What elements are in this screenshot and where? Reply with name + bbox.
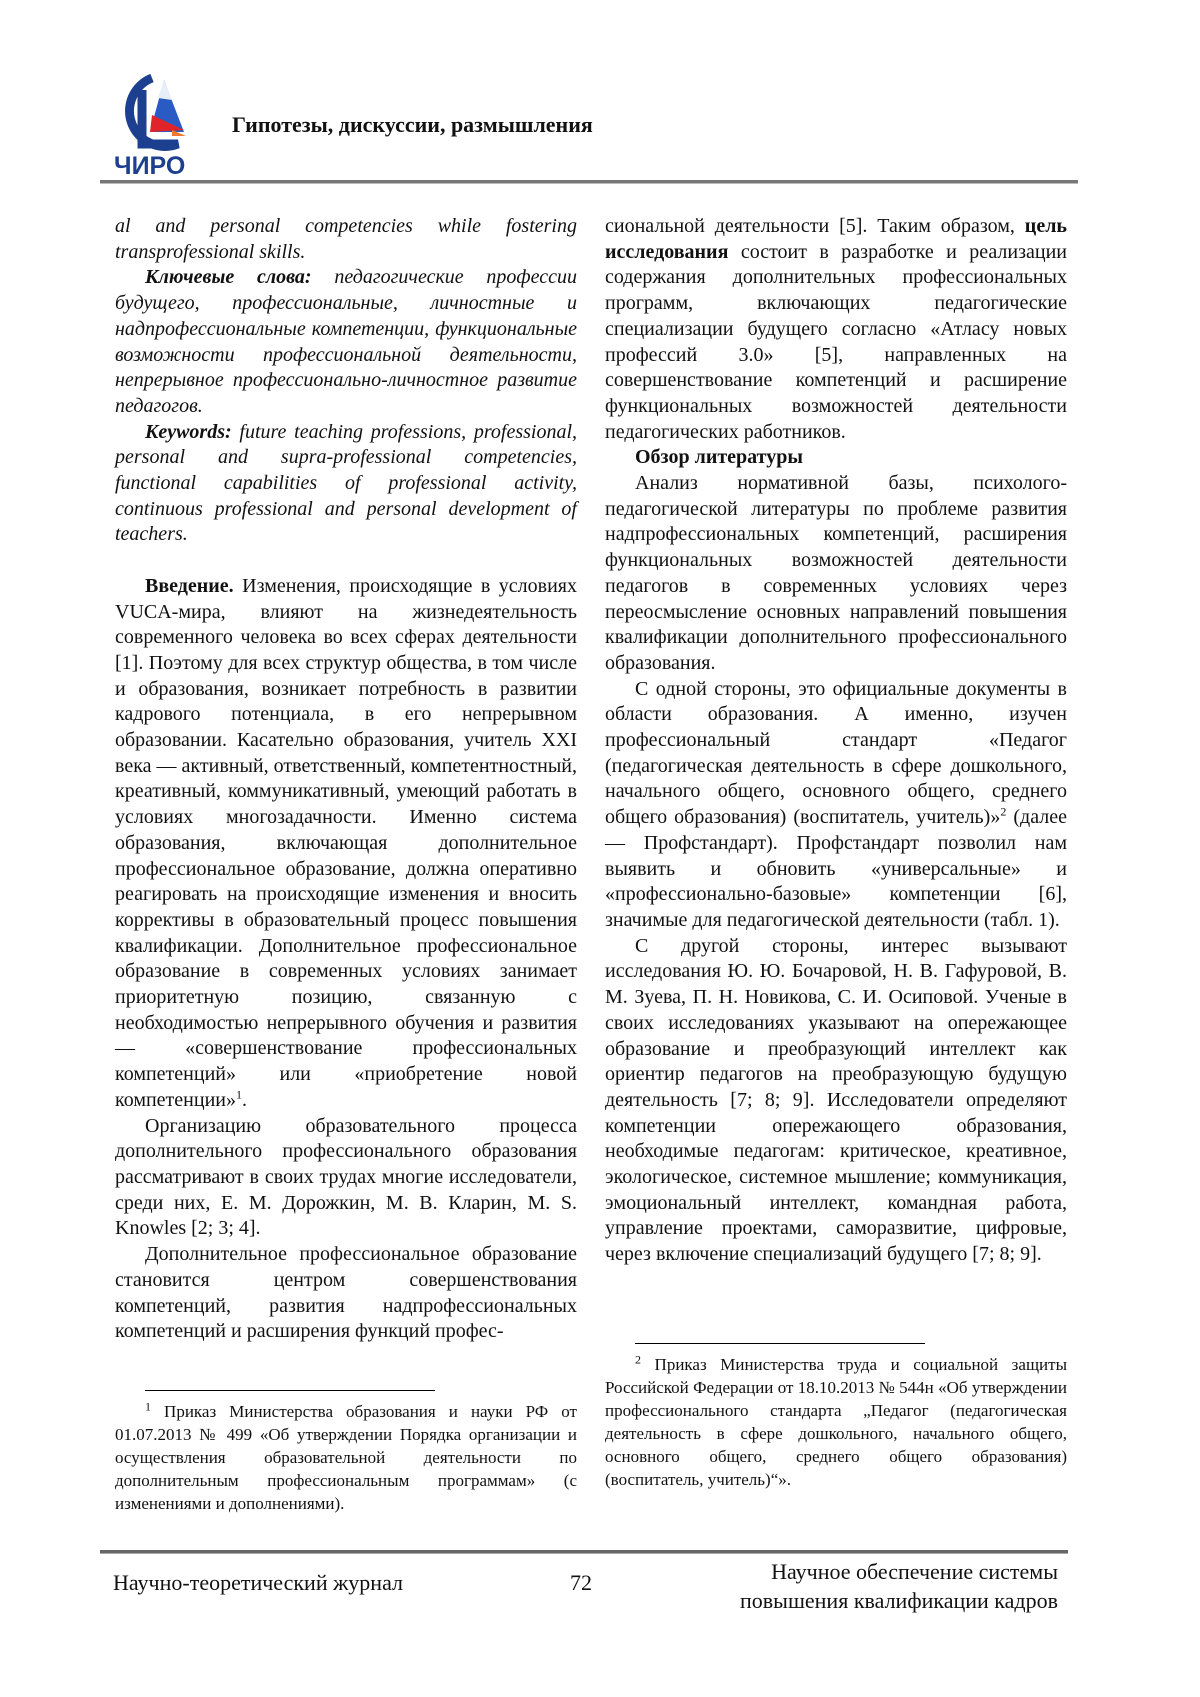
section-title: Гипотезы, дискуссии, размышления xyxy=(232,112,593,138)
left-column xyxy=(115,214,577,1345)
research-goal-label: цель исследования xyxy=(605,215,1067,263)
intro-paragraph xyxy=(115,574,577,1114)
paragraph: Дополнительное профессиональное образование становится центром совершенствования компетенций, развития надпрофессиональных компетенций и расширения функций профес- xyxy=(115,1242,577,1345)
keywords-ru-label: Ключевые слова: xyxy=(145,266,312,288)
paragraph xyxy=(605,214,1067,445)
keywords-en xyxy=(115,420,577,549)
paragraph xyxy=(605,677,1067,934)
journal-name-line1: Научное обеспечение системы xyxy=(740,1557,1058,1586)
footnote-divider xyxy=(635,1343,925,1344)
journal-name-line2: повышения квалификации кадров xyxy=(740,1586,1058,1615)
footnote-ref-2: 2 xyxy=(1000,805,1006,819)
footer-divider xyxy=(100,1550,1068,1554)
chiro-logo xyxy=(112,70,204,180)
keywords-ru xyxy=(115,265,577,419)
svg-text:ЧИРО: ЧИРО xyxy=(114,152,185,180)
header-divider xyxy=(100,180,1078,184)
paragraph: С другой стороны, интерес вызывают исследования Ю. Ю. Бочаровой, Н. В. Гафуровой, В. М. Зуева, П. Н. Новикова, С. И. Осиповой. Ученые в своих исследованиях указывают на опережающее образование и преобразующий интеллект как ориентир педагогов на преобразующую будущую деятельность [7; 8; 9]. Исследователи определяют компетенции опережающего образования, необходимые педагогам: критическое, креативное, экологическое, системное мышление; коммуникация, эмоциональный интеллект, командная работа, управление проектами, саморазвитие, цифровые, через включение специализаций будущего [7; 8; 9]. xyxy=(605,934,1067,1268)
footnote-number: 1 xyxy=(145,1399,151,1413)
footnote-number: 2 xyxy=(635,1352,641,1366)
footnote-1 xyxy=(115,1400,577,1515)
footnote-text: Приказ Министерства образования и науки РФ от 01.07.2013 № 499 «Об утверждении Порядка организации и осуществления образовательной деятельности по дополнительным профессиональным программам» (с изменениями и дополнениями). xyxy=(115,1402,577,1513)
heading-text: Обзор литературы xyxy=(635,446,803,468)
paragraph: Организацию образовательного процесса дополнительного профессионального образования рассматривают в своих трудах многие исследователи, среди них, Е. М. Дорожкин, М. В. Кларин, M. S. Knowles [2; 3; 4]. xyxy=(115,1114,577,1243)
footnote-ref-1: 1 xyxy=(236,1087,242,1101)
keywords-en-label: Keywords: xyxy=(145,421,232,443)
journal-type: Научно-теоретический журнал xyxy=(113,1570,403,1596)
intro-text: Изменения, происходящие в условиях VUCA-мира, влияют на жизнедеятельность современного человека во всех сферах деятельности [1]. Поэтому для всех структур общества, в том числе и образования, возникает потребность в развитии кадрового потенциала, в его непрерывном образовании. Касательно образования, учитель XXI века — активный, ответственный, компетентностный, креативный, коммуникативный, умеющий работать в условиях многозадачности. Именно система образования, включающая дополнительное профессиональное образование, должна оперативно реагировать на происходящие изменения и вносить коррективы в образовательный процесс повышения квалификации. Дополнительное профессиональное образование в современных условиях занимает приоритетную позицию, связанную с необходимостью непрерывного обучения и развития — «совершенствование профессиональных компетенций» или «приобретение новой компетенции» xyxy=(115,575,577,1111)
text: (далее — Профстандарт). Профстандарт позволил нам выявить и обновить «универсальные» и «профессионально-базовые» компетенции [6], значимые для педагогической деятельности (табл. 1). xyxy=(605,806,1067,931)
literature-heading xyxy=(605,445,1067,471)
intro-end: . xyxy=(242,1089,247,1111)
footnote-divider xyxy=(145,1390,435,1391)
text: состоит в разработке и реализации содержания дополнительных профессиональных программ, включающих педагогические специализации будущего согласно «Атласу новых профессий 3.0» [5], направленных на совершенствование компетенций и расширение функциональных возможностей деятельности педагогических работников. xyxy=(605,241,1067,443)
abstract-end: al and personal competencies while fostering transprofessional skills. xyxy=(115,214,577,265)
text: С одной стороны, это официальные документы в области образования. А именно, изучен профессиональный стандарт «Педагог (педагогическая деятельность в сфере дошкольного, начального общего, основного общего, среднего общего образования) (воспитатель, учитель)» xyxy=(605,678,1067,829)
footnote-text: Приказ Министерства труда и социальной защиты Российской Федерации от 18.10.2013 № 544н «Об утверждении профессионального стандарта „Педагог (педагогическая деятельность в сфере дошкольного, начального общего, основного общего, среднего общего образования) (воспитатель, учитель)“». xyxy=(605,1355,1067,1489)
paragraph: Анализ нормативной базы, психолого-педагогической литературы по проблеме развития надпрофессиональных компетенций, расширения функциональных возможностей деятельности педагогов в современных условиях через переосмысление основных направлений повышения квалификации дополнительного профессионального образования. xyxy=(605,471,1067,677)
keywords-ru-text: педагогические профессии будущего, профессиональные, личностные и надпрофессиональные компетенции, функциональные возможности профессиональной деятельности, непрерывное профессионально-личностное развитие педагогов. xyxy=(115,266,577,417)
journal-name xyxy=(740,1557,1058,1615)
text: сиональной деятельности [5]. Таким образом, xyxy=(605,215,1025,237)
page-number: 72 xyxy=(570,1570,592,1596)
footnote-2 xyxy=(605,1353,1067,1491)
intro-label: Введение. xyxy=(145,575,234,597)
keywords-en-text: future teaching professions, professional, personal and supra-professional competencies, functional capabilities of professional activity, continuous professional and personal development of teachers. xyxy=(115,421,577,546)
right-column xyxy=(605,214,1067,1268)
